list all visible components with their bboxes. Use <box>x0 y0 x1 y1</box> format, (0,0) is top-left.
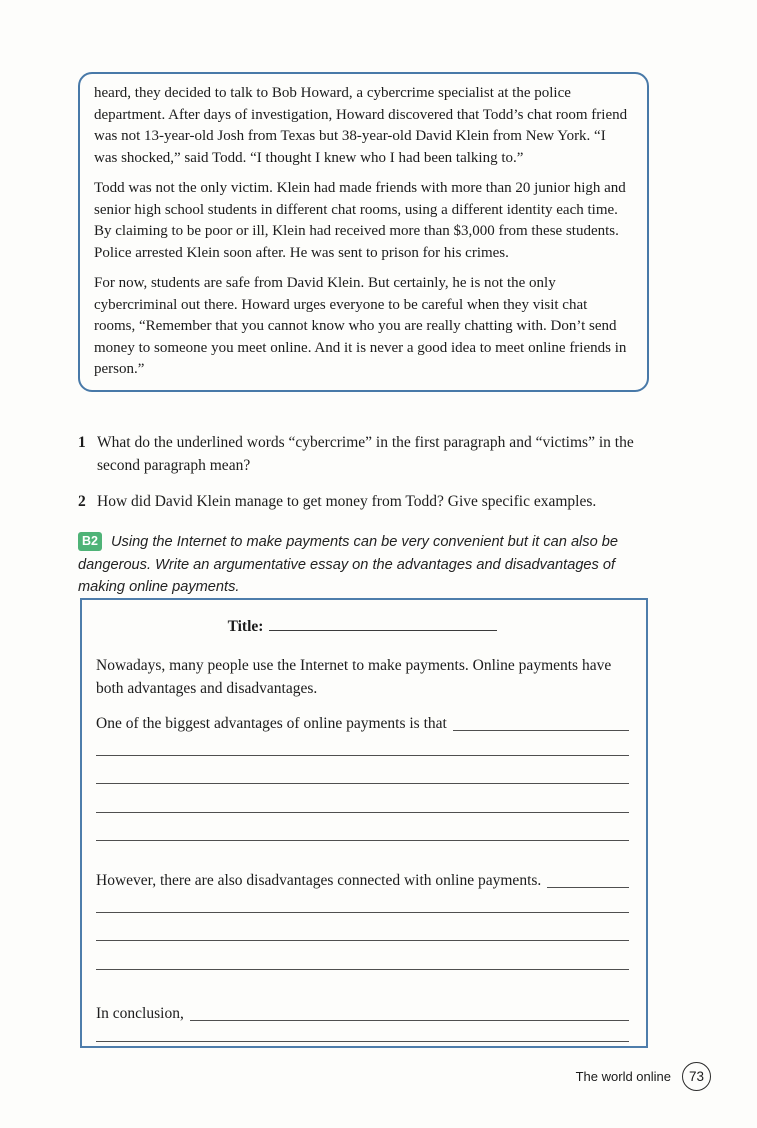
question-2-text: How did David Klein manage to get money from Todd? Give specific examples. <box>97 493 597 510</box>
exercise-b2 <box>78 531 666 599</box>
disadvantages-answer-lines <box>96 884 629 970</box>
answer-line <box>96 941 629 970</box>
page-number-badge: 73 <box>682 1062 711 1091</box>
answer-line <box>96 913 629 942</box>
question-2-number: 2 <box>78 493 86 510</box>
question-1 <box>78 431 670 477</box>
answer-line <box>453 730 629 731</box>
answer-line <box>96 784 629 813</box>
answer-line <box>96 813 629 842</box>
question-1-text: What do the underlined words “cybercrime” in the first paragraph and “victims” in the second paragraph mean? <box>97 434 634 474</box>
answer-line <box>190 1020 629 1021</box>
essay-title-row <box>96 615 629 638</box>
essay-title-blank-line <box>269 616 497 631</box>
unit-title: The world online <box>575 1069 671 1084</box>
question-1-number: 1 <box>78 434 86 451</box>
essay-form-box <box>80 598 648 1048</box>
passage-paragraph-3: For now, students are safe from David Klein. But certainly, he is not the only cybercriminal out there. Howard urges everyone to be careful when they visit chat rooms, “Remember that you cannot know who you are really chatting with. Don’t send money to someone you meet online. And it is never a good idea to meet online friends in person.” <box>94 275 627 377</box>
comprehension-questions <box>78 431 670 526</box>
page-footer <box>0 1062 757 1091</box>
question-2 <box>78 490 670 513</box>
essay-intro-paragraph: Nowadays, many people use the Internet to make payments. Online payments have both advantages and disadvantages. <box>96 657 612 697</box>
advantages-answer-lines <box>96 727 629 841</box>
disadvantages-prompt-text: However, there are also disadvantages connected with online payments. <box>96 872 542 889</box>
answer-line <box>547 887 629 888</box>
answer-line <box>96 756 629 785</box>
exercise-instruction: Using the Internet to make payments can be very convenient but it can also be dangerous. Write an argumentative essay on the advantages and disadvantages of making online payments. <box>78 534 619 595</box>
passage-paragraph-1: heard, they decided to talk to Bob Howard, a cybercrime specialist at the police department. After days of investigation, Howard discovered that Todd’s chat room friend was not 13-year-old Josh from Texas but 38-year-old David Klein from New York. “I was shocked,” said Todd. “I thought I knew who I had been talking to.” <box>94 85 628 166</box>
passage-paragraph-2: Todd was not the only victim. Klein had made friends with more than 20 junior high and senior high school students in different chat rooms, using a different identity each time. By claiming to be poor or ill, Klein had received more than $3,000 from these students. Police arrested Klein soon after. He was sent to prison for his crimes. <box>94 180 626 261</box>
advantages-prompt-text: One of the biggest advantages of online payments is that <box>96 715 447 732</box>
exercise-badge: B2 <box>78 532 102 551</box>
essay-title-label: Title: <box>227 618 264 635</box>
conclusion-prompt-text: In conclusion, <box>96 1004 184 1022</box>
reading-passage-box <box>78 72 649 392</box>
